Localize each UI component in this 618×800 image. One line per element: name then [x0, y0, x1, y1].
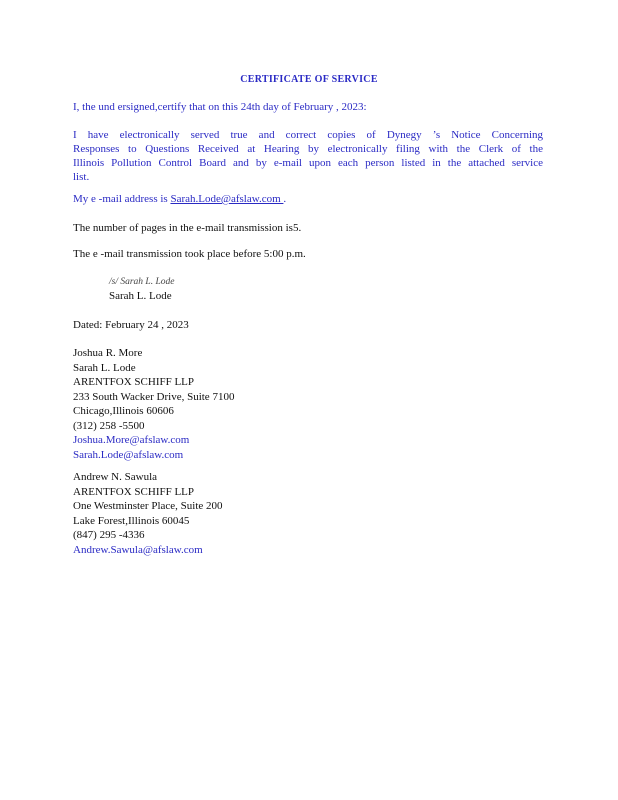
contact-name: Sarah L. Lode: [73, 361, 136, 374]
contact-firm: ARENTFOX SCHIFF LLP: [73, 485, 195, 498]
contact-block-more-lode: [73, 346, 234, 462]
contact-name: Joshua R. More: [73, 347, 143, 359]
email-line-suffix: .: [283, 193, 287, 205]
email-line-prefix: My e -mail address is: [73, 193, 171, 205]
contact-firm: ARENTFOX SCHIFF LLP: [73, 376, 195, 388]
service-paragraph: I have electronically served true and correct copies of Dynegy ’s Notice Concerning Responses to Questions Received at Hearing by electronically filing with the Clerk of the Illinois Pollution Control Board and by e-mail upon each person listed in the attached service list.: [73, 129, 543, 183]
contact-email-link[interactable]: Andrew.Sawula@afslaw.com: [73, 543, 203, 556]
contact-block-sawula: [73, 470, 223, 557]
handwritten-signature: /s/ Sarah L. Lode: [109, 277, 175, 287]
contact-city: Chicago,Illinois 60606: [73, 405, 174, 417]
email-address-line: [73, 192, 286, 206]
printed-signature-name: Sarah L. Lode: [109, 290, 172, 302]
dated-line: Dated: February 24 , 2023: [73, 319, 189, 331]
contact-name: Andrew N. Sawula: [73, 471, 158, 483]
contact-phone: (847) 295 -4336: [73, 529, 145, 541]
contact-street: One Westminster Place, Suite 200: [73, 500, 223, 512]
contact-phone: (312) 258 -5500: [73, 419, 145, 432]
contact-street: 233 South Wacker Drive, Suite 7100: [73, 390, 235, 403]
transmission-time-line: The e -mail transmission took place before 5:00 p.m.: [73, 248, 306, 260]
pages-count-line: The number of pages in the e-mail transmission is5.: [73, 222, 302, 234]
contact-city: Lake Forest,Illinois 60045: [73, 514, 190, 527]
email-address-link[interactable]: Sarah.Lode@afslaw.com: [170, 193, 284, 205]
document-title: CERTIFICATE OF SERVICE: [240, 74, 378, 85]
contact-email-link[interactable]: Sarah.Lode@afslaw.com: [73, 448, 184, 461]
contact-email-link[interactable]: Joshua.More@afslaw.com: [73, 434, 190, 446]
intro-line: I, the und ersigned,certify that on this 24th day of February , 2023:: [73, 101, 367, 113]
